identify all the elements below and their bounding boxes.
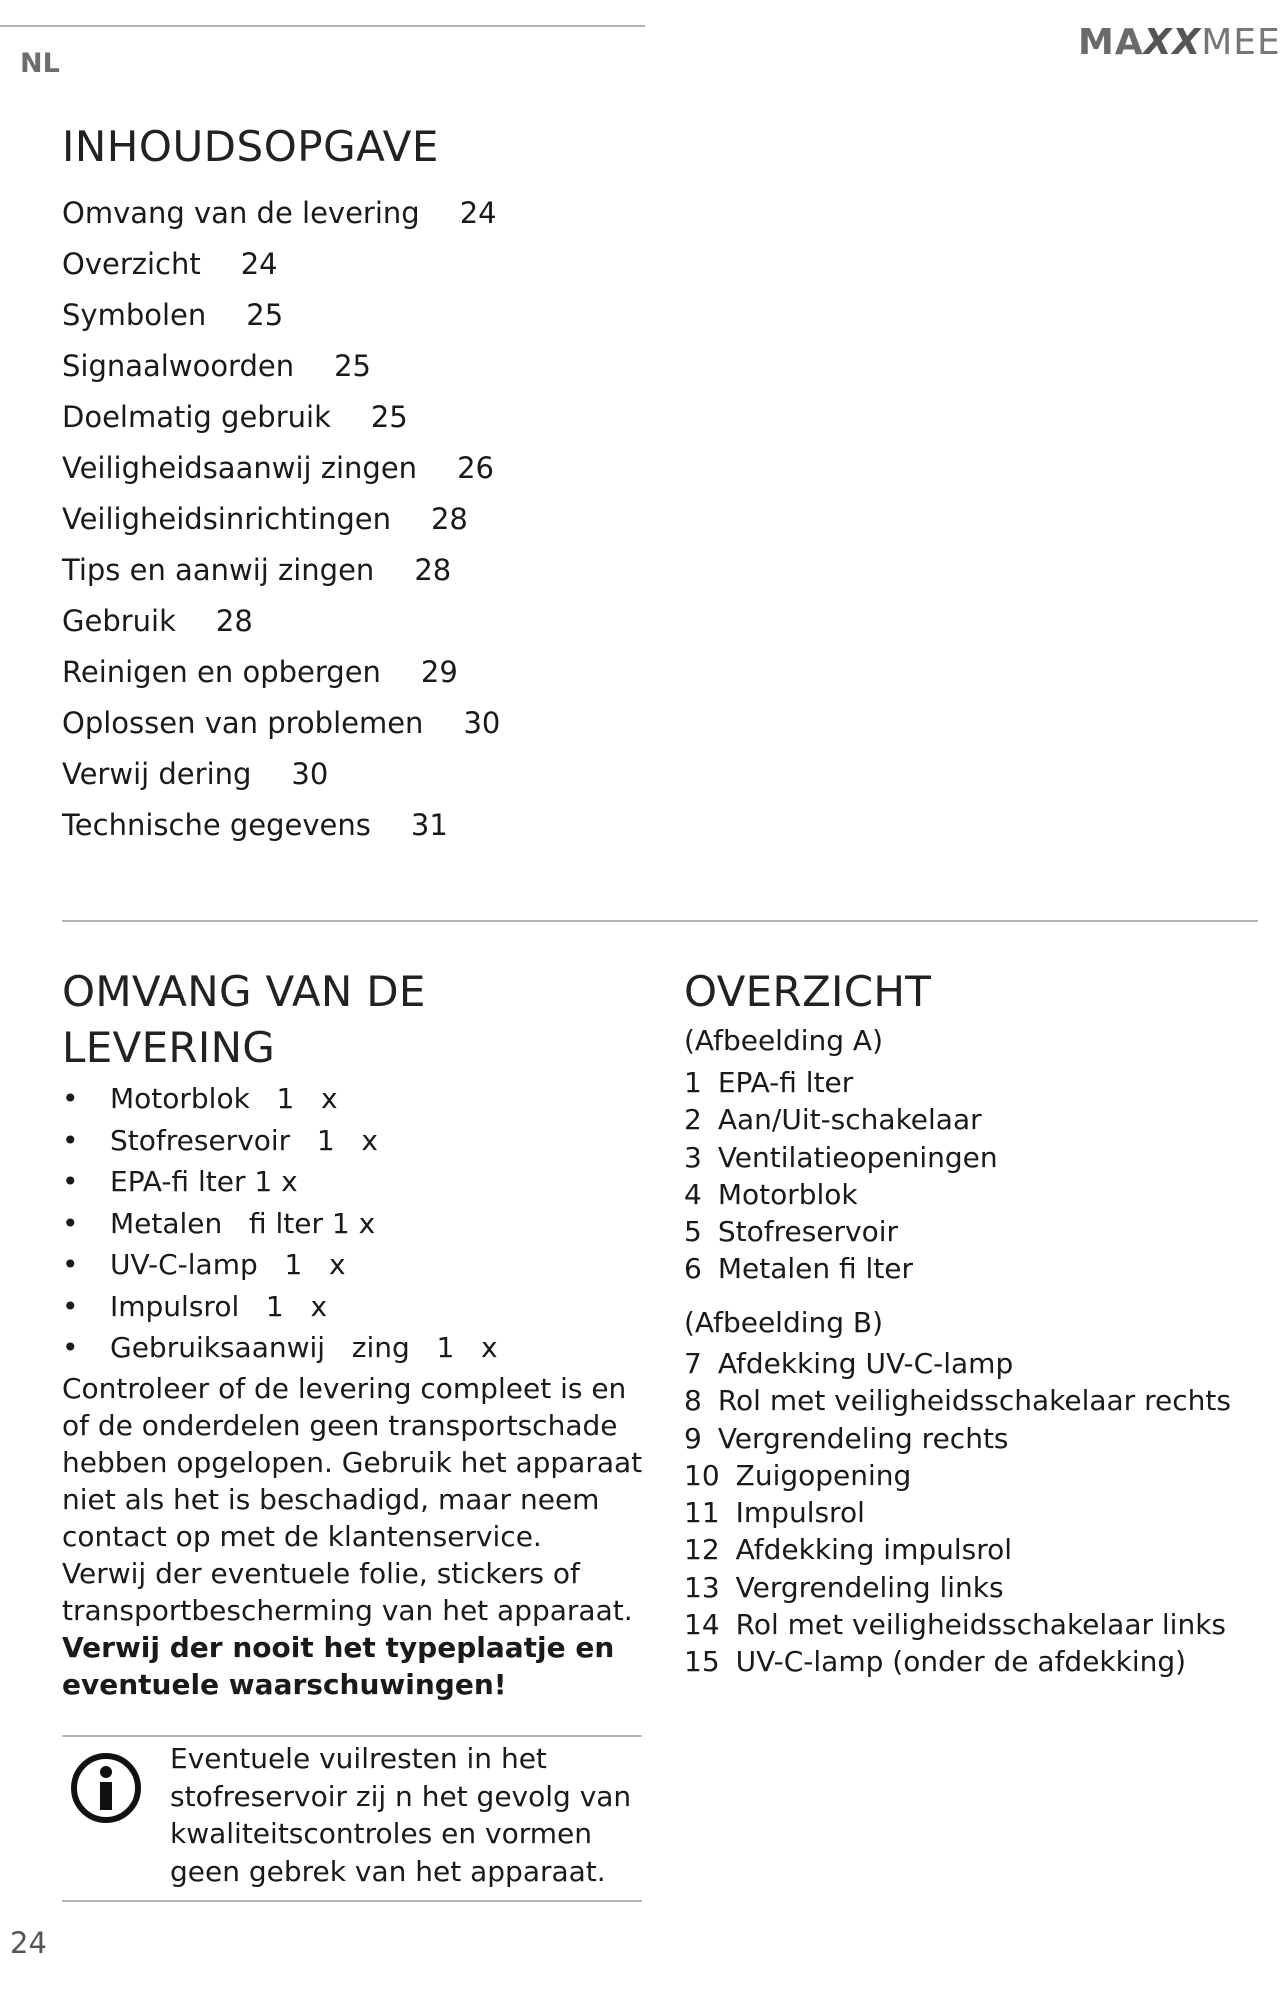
toc-entry-page: 25 [246, 298, 284, 332]
part-item [684, 1101, 998, 1138]
part-item [684, 1606, 1231, 1643]
toc-entry [62, 596, 500, 647]
bullet: • [62, 1123, 79, 1157]
toc-title: INHOUDSOPGAVE [62, 122, 439, 171]
scope-list [62, 1078, 498, 1369]
toc-entry-label: Technische gegevens [62, 808, 371, 842]
part-item [684, 1569, 1231, 1606]
part-item [684, 1643, 1231, 1680]
toc-entry-label: Veiligheidsinrichtingen [62, 502, 391, 536]
part-number: 2 [684, 1103, 702, 1137]
toc-entry-page: 30 [291, 757, 329, 791]
parts-list-a [684, 1064, 998, 1288]
part-item [684, 1382, 1231, 1419]
scope-item [62, 1244, 498, 1286]
brand-logo [1078, 22, 1281, 63]
toc-entry-page: 26 [457, 451, 494, 485]
toc-entry [62, 749, 500, 800]
info-top-rule [62, 1735, 642, 1737]
part-item [684, 1139, 998, 1176]
part-number: 15 [684, 1645, 720, 1679]
bullet: • [62, 1082, 79, 1115]
brand-logo-part2: XX [1143, 22, 1202, 63]
part-number: 7 [684, 1347, 702, 1380]
part-item [684, 1176, 998, 1213]
part-number: 13 [684, 1570, 720, 1604]
warning-text: Verwij der nooit het typeplaatje en eventuele waarschuwingen! [62, 1631, 615, 1701]
toc-entry [62, 290, 500, 341]
part-label: Impulsrol [735, 1496, 865, 1530]
toc-entry [62, 392, 500, 443]
scope-item [62, 1161, 498, 1203]
part-item [684, 1345, 1231, 1382]
scope-text [62, 1370, 662, 1703]
part-item [684, 1457, 1231, 1494]
part-item [684, 1250, 998, 1287]
toc-entry-label: Oplossen van problemen [62, 706, 424, 740]
part-number: 11 [684, 1496, 720, 1530]
toc-list [62, 188, 500, 851]
toc-entry-page: 24 [459, 196, 497, 230]
scope-item-label: Motorblok 1 x [110, 1082, 338, 1115]
part-number: 4 [684, 1177, 702, 1211]
scope-item [62, 1327, 498, 1369]
part-label: Motorblok [717, 1177, 858, 1211]
toc-entry-label: Omvang van de levering [62, 196, 420, 230]
toc-entry-label: Gebruik [62, 604, 176, 638]
part-label: EPA-fi lter [717, 1066, 854, 1099]
scope-item-label: EPA-fi lter 1 x [110, 1165, 298, 1198]
bullet: • [62, 1331, 79, 1364]
part-item [684, 1064, 998, 1101]
part-label: Afdekking impulsrol [735, 1533, 1013, 1567]
brand-logo-part1: MA [1078, 22, 1144, 63]
toc-entry-label: Veiligheidsaanwij zingen [62, 451, 418, 485]
toc-entry-label: Reinigen en opbergen [62, 655, 381, 689]
part-label: Vergrendeling links [735, 1570, 1004, 1604]
toc-entry-label: Verwij dering [62, 757, 252, 791]
part-label: Metalen fi lter [717, 1252, 914, 1286]
part-item [684, 1494, 1231, 1531]
part-item [684, 1420, 1231, 1457]
toc-entry-label: Signaalwoorden [62, 349, 295, 383]
scope-item [62, 1120, 498, 1162]
part-number: 5 [684, 1215, 702, 1249]
part-number: 10 [684, 1458, 720, 1492]
part-label: Vergrendeling rechts [717, 1421, 1009, 1455]
section-divider [62, 920, 1258, 922]
part-item [684, 1213, 998, 1250]
part-label: UV-C-lamp (onder de afdekking) [735, 1645, 1187, 1679]
info-note: Eventuele vuilresten in het stofreservoir zij n het gevolg van kwaliteitscontroles en vormen geen gebrek van het apparaat. [170, 1742, 632, 1888]
scope-item-label: Stofreservoir 1 x [110, 1123, 378, 1157]
toc-entry-label: Symbolen [62, 298, 207, 332]
part-number: 12 [684, 1533, 720, 1567]
figure-b-label: (Afbeelding B) [684, 1306, 884, 1339]
scope-item [62, 1286, 498, 1328]
part-number: 8 [684, 1384, 702, 1418]
bullet: • [62, 1165, 79, 1198]
overview-title: OVERZICHT [684, 967, 932, 1016]
toc-entry [62, 341, 500, 392]
toc-entry [62, 545, 500, 596]
part-label: Rol met veiligheidsschakelaar rechts [717, 1384, 1231, 1418]
delivery-check-paragraph: Controleer of de levering compleet is en of de onderdelen geen transportschade hebben opgelopen. Gebruik het apparaat niet als het is beschadigd, maar neem contact op met de klantenservice. [62, 1372, 643, 1553]
part-number: 6 [684, 1252, 702, 1286]
toc-entry-label: Doelmatig gebruik [62, 400, 331, 434]
toc-entry-page: 28 [430, 502, 468, 536]
parts-list-b [684, 1345, 1231, 1681]
header-rule [0, 25, 645, 27]
bullet: • [62, 1206, 79, 1240]
part-label: Afdekking UV-C-lamp [717, 1347, 1014, 1380]
toc-entry [62, 188, 500, 239]
toc-entry-page: 25 [334, 349, 372, 383]
toc-entry-page: 28 [215, 604, 253, 638]
scope-item [62, 1078, 498, 1120]
scope-item [62, 1203, 498, 1245]
toc-entry-page: 24 [240, 247, 278, 281]
scope-title: OMVANG VAN DE LEVERING [62, 967, 426, 1072]
toc-entry-page: 30 [463, 706, 501, 740]
part-number: 9 [684, 1421, 702, 1455]
toc-entry [62, 647, 500, 698]
scope-item-label: Metalen fi lter 1 x [110, 1206, 376, 1240]
toc-entry [62, 239, 500, 290]
part-number: 14 [684, 1608, 720, 1642]
brand-logo-part3: MEE [1201, 22, 1281, 63]
toc-entry-label: Overzicht [62, 247, 201, 281]
scope-item-label: Gebruiksaanwij zing 1 x [110, 1331, 498, 1364]
part-number: 3 [684, 1140, 702, 1174]
toc-entry-label: Tips en aanwij zingen [62, 553, 375, 587]
language-code: NL [20, 48, 60, 79]
scope-item-label: Impulsrol 1 x [110, 1289, 328, 1323]
part-label: Zuigopening [735, 1458, 912, 1492]
part-label: Rol met veiligheidsschakelaar links [735, 1608, 1226, 1642]
figure-a-label: (Afbeelding A) [684, 1024, 883, 1057]
bullet: • [62, 1289, 79, 1323]
toc-entry [62, 494, 500, 545]
part-label: Stofreservoir [717, 1215, 899, 1249]
toc-entry-page: 25 [370, 400, 408, 434]
part-label: Ventilatieopeningen [717, 1140, 998, 1174]
info-circle-icon [70, 1752, 142, 1824]
info-bottom-rule [62, 1900, 642, 1902]
toc-entry-page: 31 [410, 808, 448, 842]
part-number: 1 [684, 1066, 702, 1099]
bullet: • [62, 1248, 79, 1281]
part-item [684, 1531, 1231, 1568]
page-number: 24 [10, 1926, 47, 1960]
toc-entry-page: 29 [420, 655, 458, 689]
part-label: Aan/Uit-schakelaar [717, 1103, 982, 1137]
toc-entry [62, 443, 500, 494]
toc-entry [62, 698, 500, 749]
scope-item-label: UV-C-lamp 1 x [110, 1248, 346, 1281]
packaging-paragraph: Verwij der eventuele folie, stickers of transportbescherming van het apparaat. [62, 1557, 633, 1627]
toc-entry [62, 800, 500, 851]
toc-entry-page: 28 [414, 553, 452, 587]
